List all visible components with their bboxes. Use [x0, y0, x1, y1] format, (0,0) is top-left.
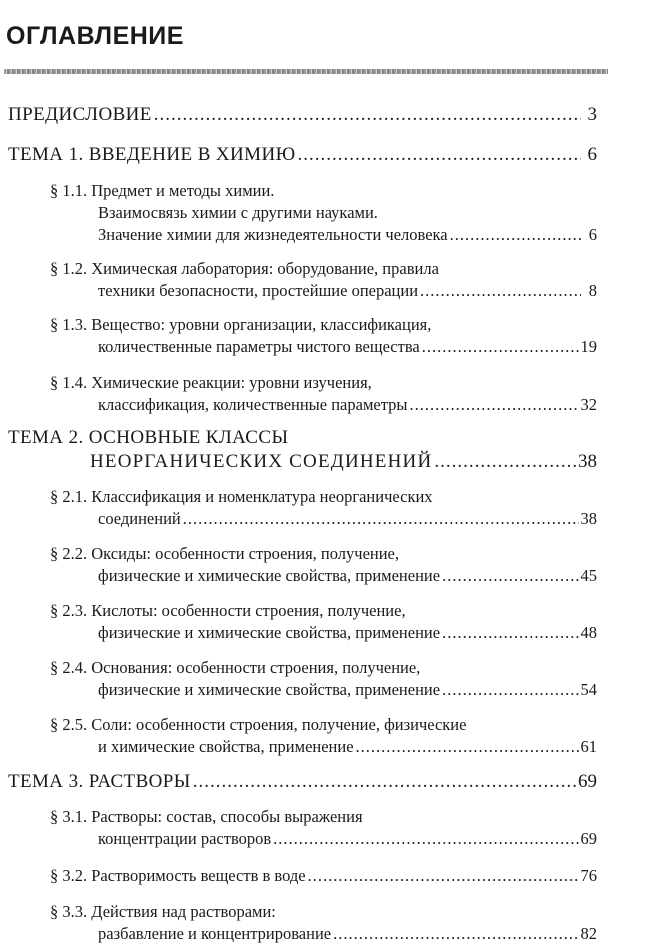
toc-entry-title-line: техники безопасности, простейшие операции	[98, 281, 419, 300]
leader-dots	[183, 511, 579, 528]
toc-entry-title-line: разбавление и концентрирование	[98, 924, 332, 943]
toc-entry-title: Основания: особенности строения, получение,	[91, 658, 421, 677]
toc-page-number: 54	[580, 680, 597, 699]
toc-entry-title: ТЕМА 3. РАСТВОРЫ	[8, 771, 191, 792]
leader-dots	[450, 227, 581, 244]
leader-dots	[356, 739, 579, 756]
toc-entry-2-3[interactable]	[50, 603, 597, 620]
toc-entry-title-line: концентрации растворов	[98, 829, 272, 848]
toc-entry-title: Соли: особенности строения, получение, физические	[91, 715, 467, 734]
toc-page-number: 69	[580, 829, 597, 848]
toc-page-number: 38	[580, 509, 597, 528]
toc-page-number: 38	[578, 451, 597, 472]
toc-entry-1-4[interactable]	[50, 375, 597, 392]
leader-dots	[442, 682, 578, 699]
toc-page-number: 32	[580, 395, 597, 414]
leader-dots	[442, 568, 578, 585]
toc-entry-title: Вещество: уровни организации, классификация,	[91, 315, 432, 334]
toc-page-number: 8	[588, 281, 597, 300]
page-title: ОГЛАВЛЕНИЕ	[6, 22, 184, 50]
toc-entry-2-2[interactable]	[50, 546, 597, 563]
toc-page-number: 3	[587, 104, 597, 125]
toc-entry-3-2[interactable]	[50, 868, 597, 885]
leader-dots	[193, 772, 576, 791]
toc-entry-title-line: физические и химические свойства, применение	[98, 566, 441, 585]
toc-entry-last-line[interactable]	[98, 568, 597, 585]
section-number: § 3.1.	[50, 807, 88, 826]
title-divider	[4, 69, 608, 74]
toc-page-number: 61	[580, 737, 597, 756]
section-number: § 1.4.	[50, 373, 88, 392]
toc-entry-title: Предмет и методы химии.	[91, 181, 275, 200]
section-number: § 1.3.	[50, 315, 88, 334]
toc-entry-last-line[interactable]	[98, 739, 597, 756]
toc-entry-last-line[interactable]	[98, 682, 597, 699]
toc-entry-last-line[interactable]	[98, 625, 597, 642]
toc-entry-title-line: НЕОРГАНИЧЕСКИХ СОЕДИНЕНИЙ	[90, 451, 433, 472]
toc-entry-title-line: количественные параметры чистого вещества	[98, 337, 420, 356]
toc-entry-title-line: физические и химические свойства, применение	[98, 680, 441, 699]
toc-entry-3-3[interactable]	[50, 904, 597, 921]
toc-entry-title-line: классификация, количественные параметры	[98, 395, 408, 414]
toc-entry-1-3[interactable]	[50, 317, 597, 334]
section-number: § 2.3.	[50, 601, 88, 620]
toc-entry-last-line[interactable]	[98, 511, 597, 528]
toc-entry-title-line: Взаимосвязь химии с другими науками.	[98, 203, 378, 222]
toc-entry-2-5[interactable]	[50, 717, 597, 734]
leader-dots	[154, 105, 581, 124]
toc-entry-title: ПРЕДИСЛОВИЕ	[8, 104, 152, 125]
toc-entry-last-line[interactable]	[98, 926, 597, 943]
toc-entry-1-1[interactable]	[50, 183, 597, 200]
leader-dots	[422, 339, 579, 356]
section-number: § 1.2.	[50, 259, 88, 278]
leader-dots	[409, 397, 578, 414]
toc-entry-title: Оксиды: особенности строения, получение,	[91, 544, 399, 563]
toc-entry-last-line[interactable]	[98, 831, 597, 848]
toc-entry-last-line[interactable]	[98, 283, 597, 300]
toc-page-number: 6	[588, 225, 597, 244]
toc-entry-title: Растворимость веществ в воде	[91, 866, 306, 885]
toc-entry-title: Химическая лаборатория: оборудование, правила	[91, 259, 439, 278]
toc-entry-last-line[interactable]	[98, 227, 597, 244]
section-number: § 2.4.	[50, 658, 88, 677]
toc-entry-2-4[interactable]	[50, 660, 597, 677]
toc-entry-title: Растворы: состав, способы выражения	[91, 807, 363, 826]
toc-entry-title: ТЕМА 2. ОСНОВНЫЕ КЛАССЫ	[8, 427, 289, 448]
toc-page-number: 69	[578, 771, 597, 792]
toc-page-number: 76	[580, 866, 597, 885]
leader-dots	[420, 283, 581, 300]
toc-entry-1-2[interactable]	[50, 261, 597, 278]
toc-entry-2-1[interactable]	[50, 489, 597, 506]
toc-entry-title-line: соединений	[98, 509, 181, 528]
toc-entry-preface[interactable]	[8, 105, 597, 124]
toc-entry-3-1[interactable]	[50, 809, 597, 826]
leader-dots	[434, 452, 576, 471]
section-number: § 1.1.	[50, 181, 88, 200]
toc-page-number: 82	[580, 924, 597, 943]
section-number: § 2.1.	[50, 487, 88, 506]
toc-entry-last-line[interactable]	[98, 339, 597, 356]
toc-entry-last-line[interactable]	[90, 452, 597, 471]
toc-entry-last-line[interactable]	[98, 397, 597, 414]
section-number: § 3.3.	[50, 902, 88, 921]
toc-page-number: 45	[580, 566, 597, 585]
leader-dots	[308, 868, 579, 885]
toc-entry-title: Химические реакции: уровни изучения,	[91, 373, 372, 392]
toc-entry-title: Кислоты: особенности строения, получение,	[91, 601, 406, 620]
toc-entry-topic-2[interactable]	[8, 428, 597, 447]
toc-entry-topic-1[interactable]	[8, 145, 597, 164]
toc-entry-title: Действия над растворами:	[91, 902, 276, 921]
toc-entry-title-line: Значение химии для жизнедеятельности человека	[98, 225, 448, 244]
leader-dots	[273, 831, 578, 848]
leader-dots	[442, 625, 578, 642]
toc-page-number: 48	[580, 623, 597, 642]
section-number: § 2.5.	[50, 715, 88, 734]
toc-entry-title-line: физические и химические свойства, применение	[98, 623, 441, 642]
toc-page-number: 6	[587, 144, 597, 165]
toc-entry-topic-3[interactable]	[8, 772, 597, 791]
toc-entry-continuation	[98, 205, 597, 222]
toc-page-number: 19	[580, 337, 597, 356]
toc-entry-title: Классификация и номенклатура неорганических	[91, 487, 433, 506]
toc-entry-title: ТЕМА 1. ВВЕДЕНИЕ В ХИМИЮ	[8, 144, 296, 165]
section-number: § 3.2.	[50, 866, 88, 885]
leader-dots	[333, 926, 578, 943]
toc-entry-title-line: и химические свойства, применение	[98, 737, 354, 756]
section-number: § 2.2.	[50, 544, 88, 563]
leader-dots	[298, 145, 581, 164]
